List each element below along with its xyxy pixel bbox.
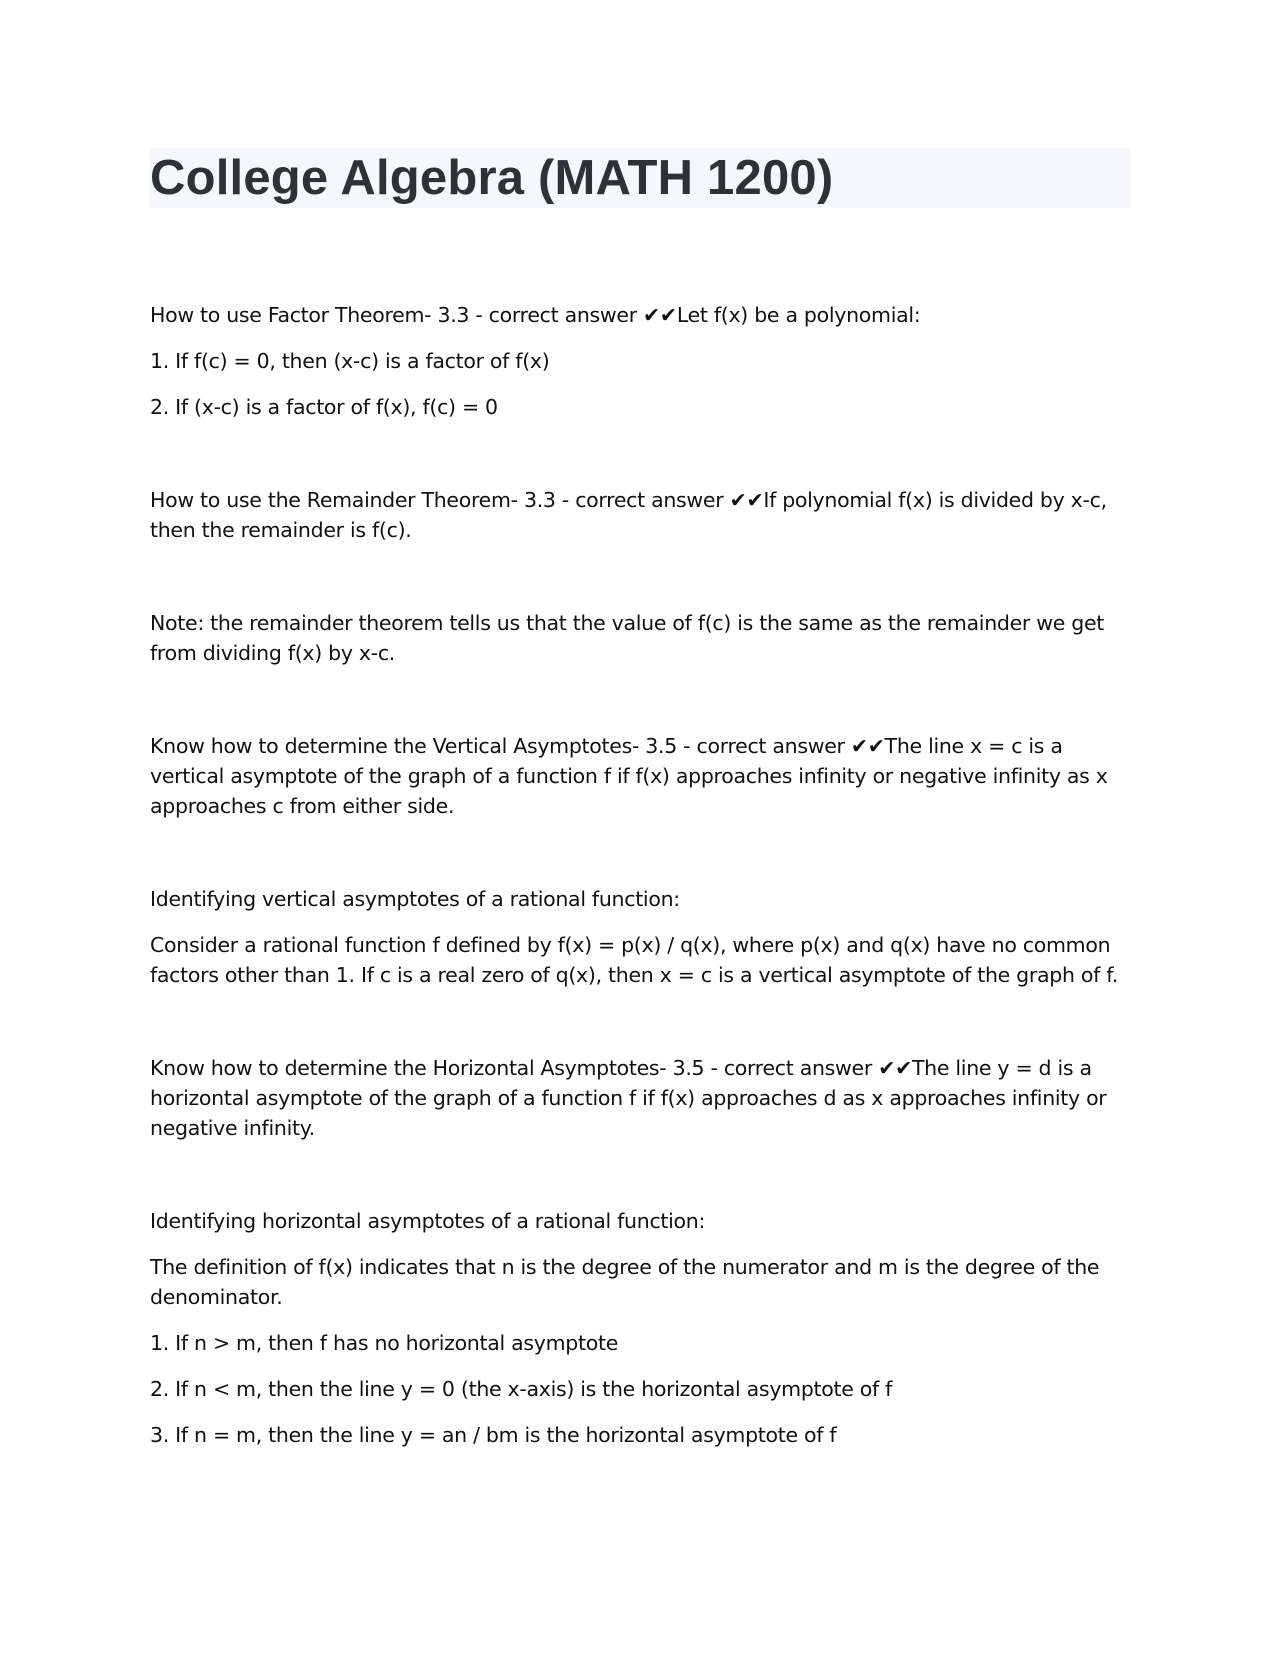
answer-text: The line y = d is a horizontal asymptote of the graph of a function f if f(x) approaches d as x approaches infinity or negative infinity. [150,1056,1107,1140]
vertical-asymptotes-heading: Identifying vertical asymptotes of a rational function: [150,887,680,911]
factor-theorem-qa [150,300,1130,330]
remainder-theorem-note: Note: the remainder theorem tells us that the value of f(c) is the same as the remainder we get from dividing f(x) by x-c. [150,611,1105,665]
double-check-icon: ✔✔ [729,488,764,512]
answer-text: If polynomial f(x) is divided by x-c, then the remainder is f(c). [150,488,1107,542]
question-text: How to use Factor Theorem- 3.3 - correct answer [150,303,637,327]
double-check-icon: ✔✔ [643,303,677,327]
horizontal-asymptotes-heading: Identifying horizontal asymptotes of a rational function: [150,1209,706,1233]
question-text: How to use the Remainder Theorem- 3.3 - correct answer [150,488,724,512]
document-body [150,300,1130,1450]
horizontal-asymptotes-qa [150,1053,1130,1143]
horizontal-rule-2: 2. If n < m, then the line y = 0 (the x-axis) is the horizontal asymptote of f [150,1377,893,1401]
double-check-icon: ✔✔ [878,1056,912,1080]
horizontal-asymptotes-body: The definition of f(x) indicates that n is the degree of the numerator and m is the degree of the denominator. [150,1255,1100,1309]
remainder-theorem-qa [150,485,1130,545]
title-banner [150,148,1130,208]
question-text: Know how to determine the Horizontal Asymptotes- 3.5 - correct answer [150,1056,872,1080]
question-text: Know how to determine the Vertical Asymptotes- 3.5 - correct answer [150,734,845,758]
document-page [150,148,1130,1450]
horizontal-rule-1: 1. If n > m, then f has no horizontal asymptote [150,1331,619,1355]
horizontal-rule-3: 3. If n = m, then the line y = an / bm is the horizontal asymptote of f [150,1423,837,1447]
factor-theorem-point-1: 1. If f(c) = 0, then (x-c) is a factor of f(x) [150,349,550,373]
answer-text: Let f(x) be a polynomial: [676,303,921,327]
factor-theorem-point-2: 2. If (x-c) is a factor of f(x), f(c) = 0 [150,395,498,419]
vertical-asymptotes-qa [150,731,1130,821]
vertical-asymptotes-body: Consider a rational function f defined by f(x) = p(x) / q(x), where p(x) and q(x) have no common factors other than 1. If c is a real zero of q(x), then x = c is a vertical asymptote of the graph of f. [150,933,1118,987]
answer-text: The line x = c is a vertical asymptote of the graph of a function f if f(x) approaches infinity or negative infinity as x approaches c from either side. [150,734,1108,818]
page-title: College Algebra (MATH 1200) [150,151,834,205]
double-check-icon: ✔✔ [850,734,885,758]
